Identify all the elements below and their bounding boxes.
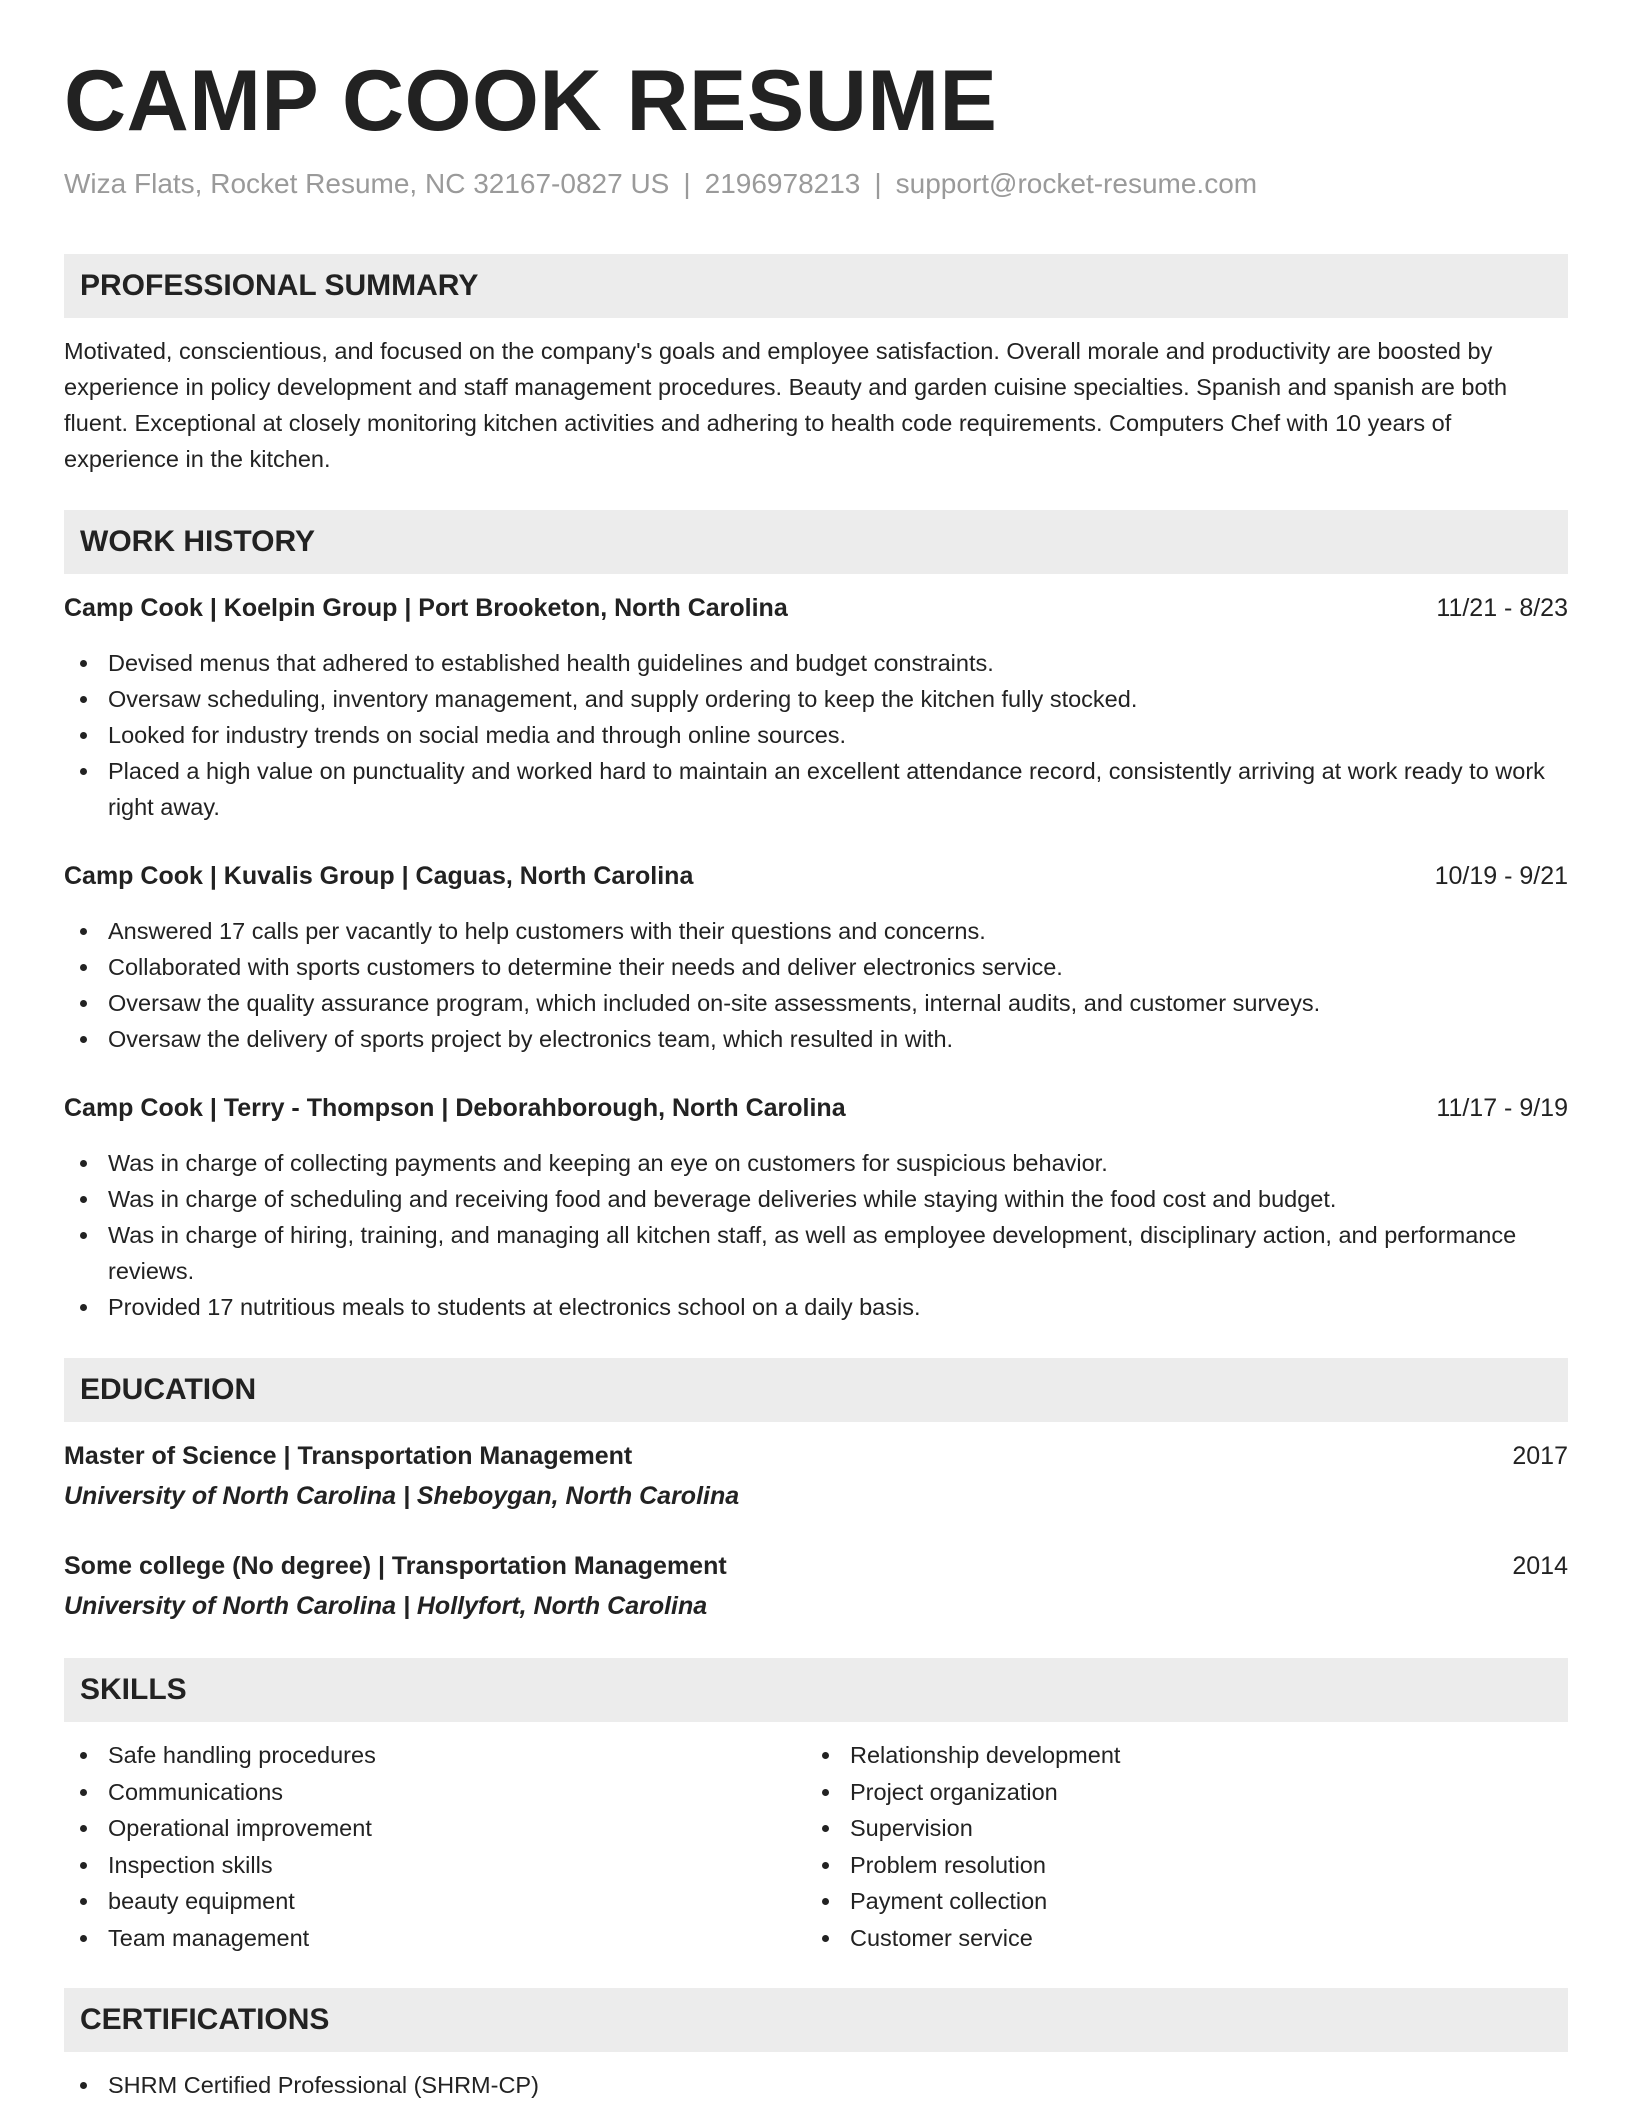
list-item: Was in charge of hiring, training, and managing all kitchen staff, as well as employee development, disciplinary action, and performance reviews. (64, 1217, 1568, 1289)
list-item: Provided 17 nutritious meals to students at electronics school on a daily basis. (64, 1289, 1568, 1325)
certifications-list (64, 2067, 1568, 2103)
job-title (64, 860, 1568, 892)
list-item: Problem resolution (806, 1847, 1506, 1884)
list-item: SHRM Certified Professional (SHRM-CP) (64, 2067, 1568, 2103)
contact-phone: 2196978213 (704, 168, 861, 199)
list-item: Was in charge of collecting payments and keeping an eye on customers for suspicious behavior. (64, 1145, 1568, 1181)
section-heading-certifications: CERTIFICATIONS (64, 1988, 1568, 2052)
contact-address: Wiza Flats, Rocket Resume, NC 32167-0827 US (64, 168, 670, 199)
job-title (64, 592, 1568, 624)
list-item: Inspection skills (64, 1847, 764, 1884)
list-item: Devised menus that adhered to established health guidelines and budget constraints. (64, 645, 1568, 681)
list-item: Operational improvement (64, 1810, 764, 1847)
education-year: 2017 (1512, 1442, 1568, 1470)
job-title-text: Camp Cook | Koelpin Group | Port Brooketon, North Carolina (64, 594, 788, 622)
skills-list-left (64, 1737, 764, 1956)
summary-text: Motivated, conscientious, and focused on the company's goals and employee satisfaction. Overall morale and productivity are boosted by experience in policy development and staff management procedures. Beauty and garden cuisine specialties. Spanish and spanish are both fluent. Exceptional at closely monitoring kitchen activities and adhering to health code requirements. Computers Chef with 10 years of experience in the kitchen. (64, 338, 1508, 472)
section-heading-summary: PROFESSIONAL SUMMARY (64, 254, 1568, 318)
job-title (64, 1092, 1568, 1124)
list-item: Answered 17 calls per vacantly to help customers with their questions and concerns. (64, 913, 1568, 949)
list-item: Customer service (806, 1920, 1506, 1957)
degree-text: Master of Science | Transportation Management (64, 1442, 633, 1470)
job-dates: 10/19 - 9/21 (1434, 862, 1568, 890)
education-degree (64, 1550, 1568, 1582)
education-degree (64, 1440, 1568, 1472)
section-heading-education: EDUCATION (64, 1358, 1568, 1422)
list-item: Payment collection (806, 1883, 1506, 1920)
list-item: Safe handling procedures (64, 1737, 764, 1774)
skills-list-right (806, 1737, 1506, 1956)
list-item: Oversaw the delivery of sports project by electronics team, which resulted in with. (64, 1021, 1568, 1057)
job-dates: 11/17 - 9/19 (1436, 1094, 1568, 1122)
list-item: Looked for industry trends on social media and through online sources. (64, 717, 1568, 753)
list-item: Communications (64, 1774, 764, 1811)
list-item: Relationship development (806, 1737, 1506, 1774)
contact-email: support@rocket-resume.com (895, 168, 1258, 199)
job-bullets (64, 913, 1568, 1057)
list-item: Was in charge of scheduling and receiving food and beverage deliveries while staying within the food cost and budget. (64, 1181, 1568, 1217)
education-year: 2014 (1512, 1552, 1568, 1580)
section-heading-skills: SKILLS (64, 1658, 1568, 1722)
contact-line (64, 168, 1257, 200)
job-dates: 11/21 - 8/23 (1436, 594, 1568, 622)
list-item: Oversaw scheduling, inventory management, and supply ordering to keep the kitchen fully stocked. (64, 681, 1568, 717)
degree-text: Some college (No degree) | Transportation Management (64, 1552, 727, 1580)
section-heading-work-history: WORK HISTORY (64, 510, 1568, 574)
contact-separator: | (874, 168, 882, 199)
list-item: Supervision (806, 1810, 1506, 1847)
contact-separator: | (683, 168, 691, 199)
education-school: University of North Carolina | Hollyfort, North Carolina (64, 1592, 708, 1620)
resume-title: CAMP COOK RESUME (64, 53, 998, 149)
job-title-text: Camp Cook | Kuvalis Group | Caguas, North Carolina (64, 862, 694, 890)
list-item: Collaborated with sports customers to determine their needs and deliver electronics service. (64, 949, 1568, 985)
job-title-text: Camp Cook | Terry - Thompson | Deborahborough, North Carolina (64, 1094, 846, 1122)
job-bullets (64, 1145, 1568, 1325)
list-item: Placed a high value on punctuality and worked hard to maintain an excellent attendance record, consistently arriving at work ready to work right away. (64, 753, 1568, 825)
list-item: Oversaw the quality assurance program, which included on-site assessments, internal audits, and customer surveys. (64, 985, 1568, 1021)
list-item: Team management (64, 1920, 764, 1957)
education-school: University of North Carolina | Sheboygan, North Carolina (64, 1482, 740, 1510)
job-bullets (64, 645, 1568, 825)
list-item: beauty equipment (64, 1883, 764, 1920)
list-item: Project organization (806, 1774, 1506, 1811)
